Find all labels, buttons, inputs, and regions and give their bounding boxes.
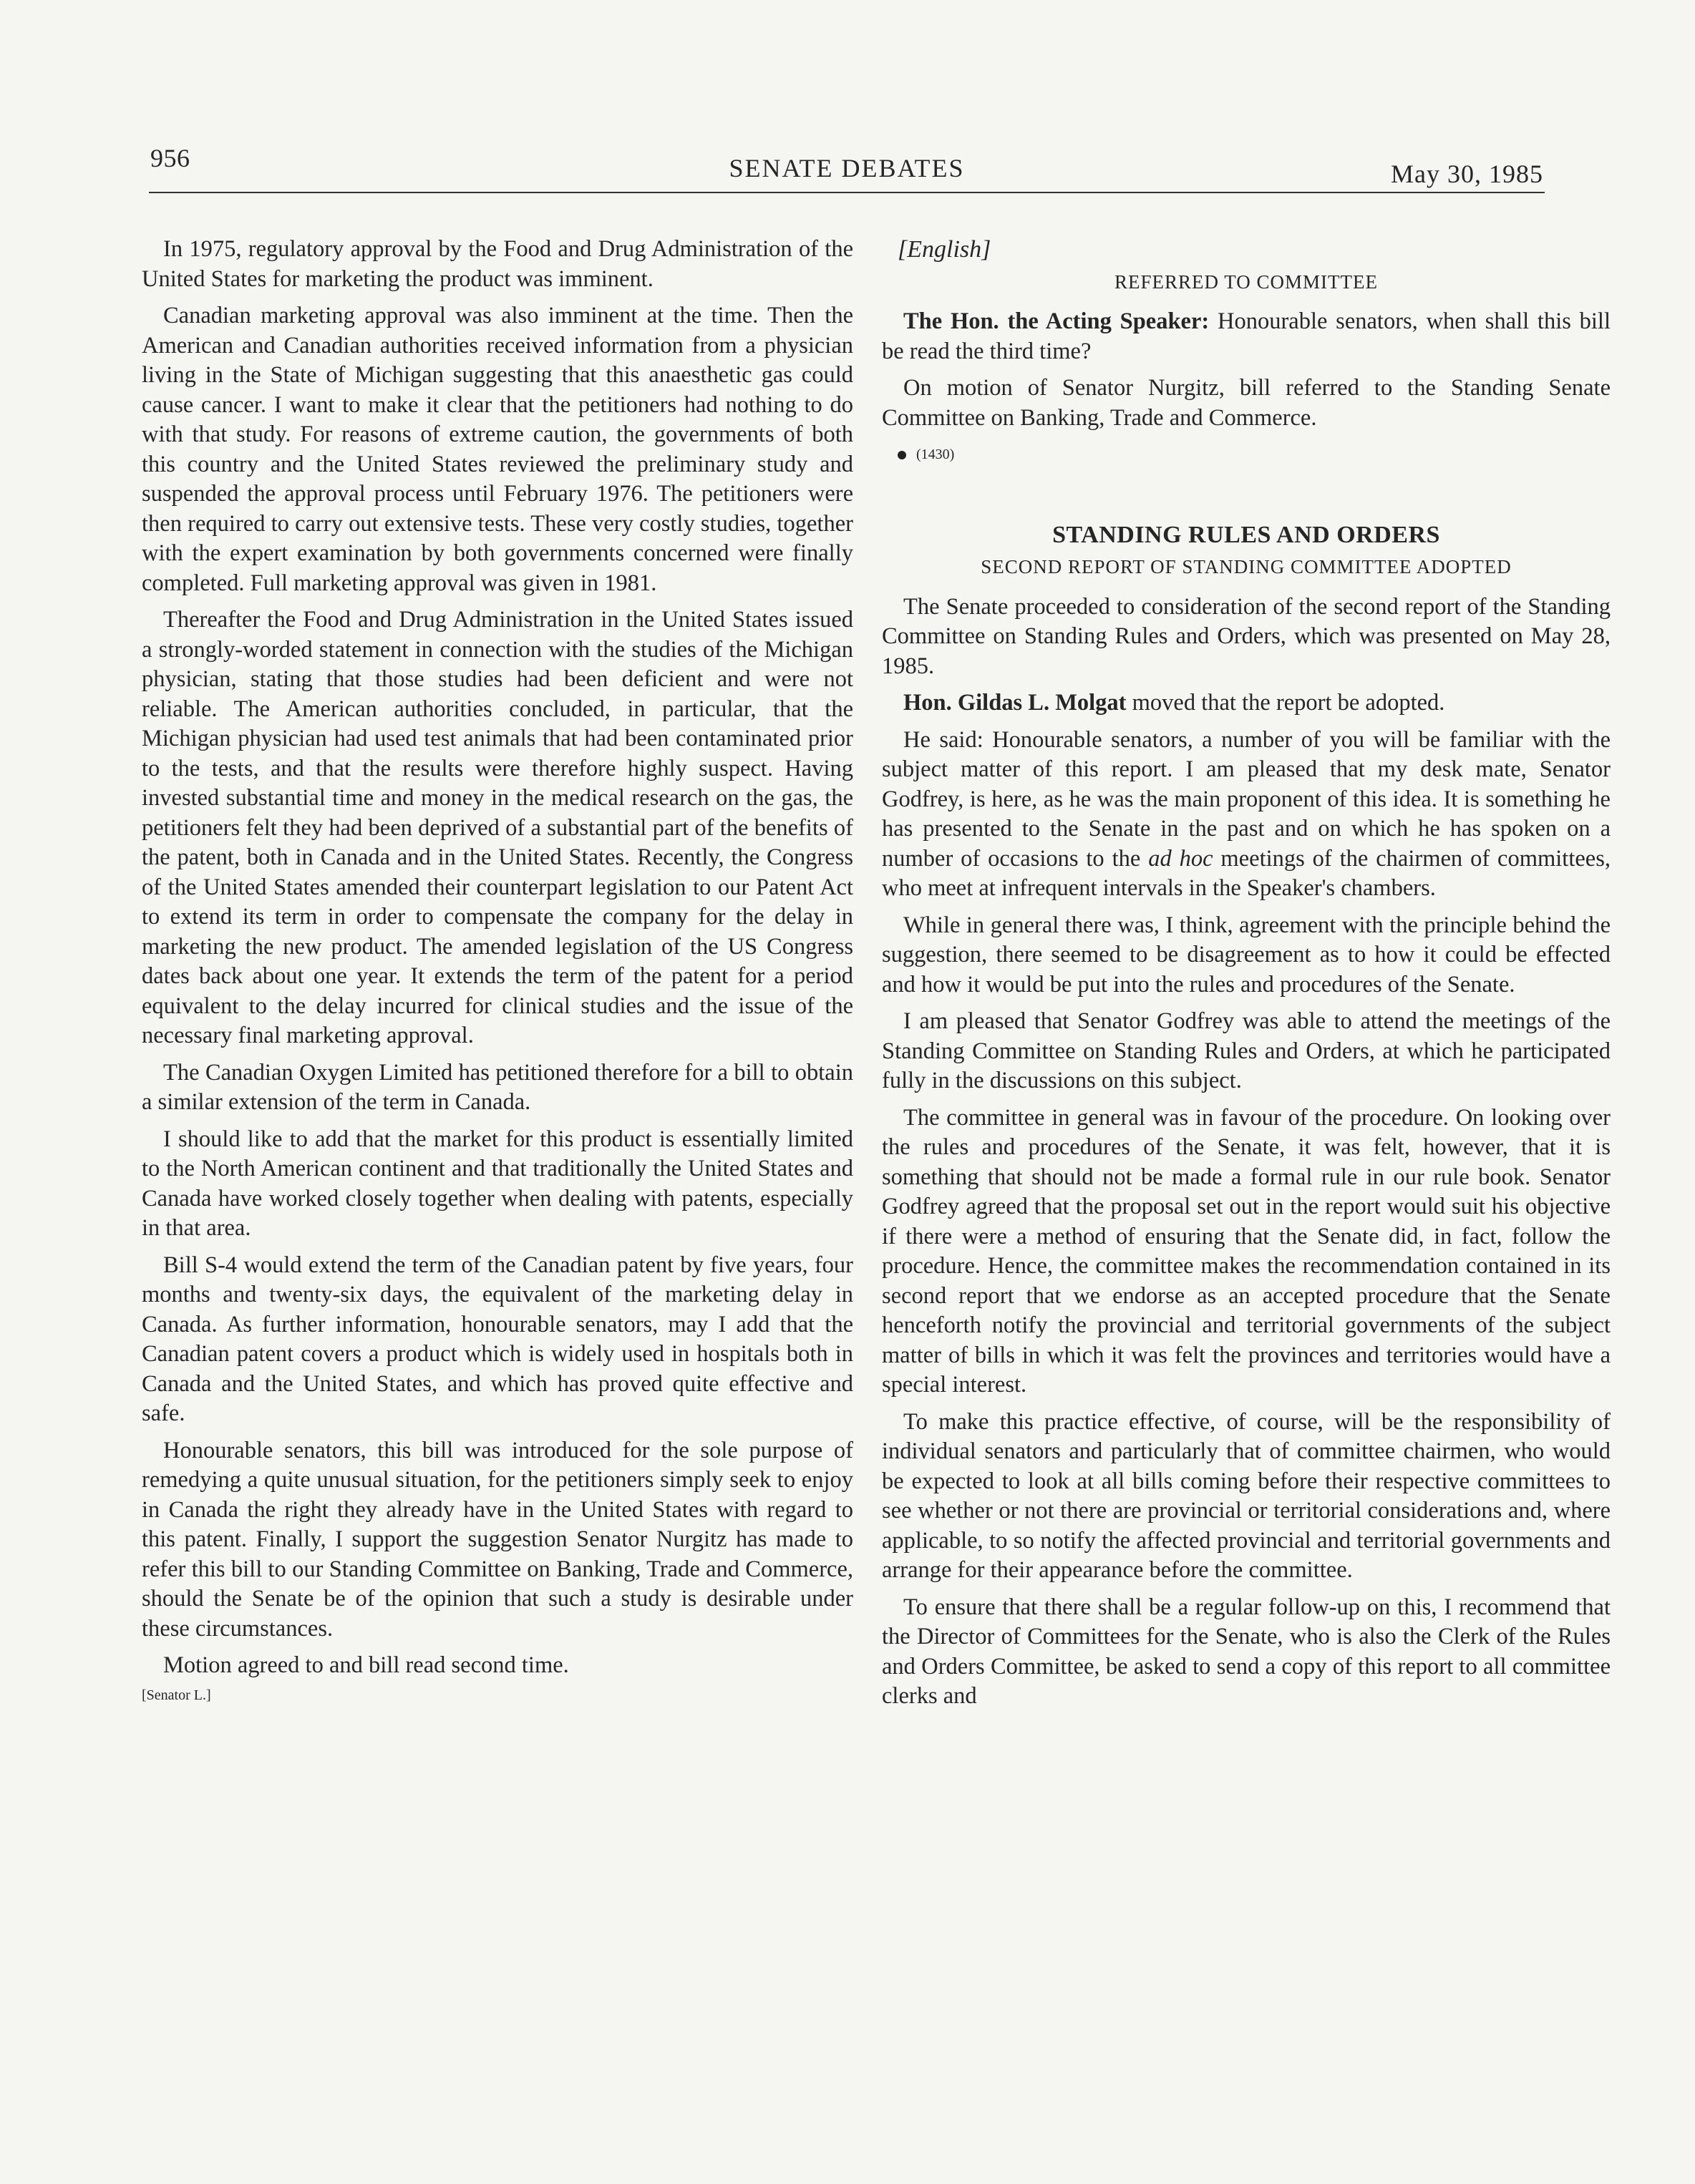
right-column: [882, 235, 1611, 1719]
page-header: [150, 143, 1543, 193]
speech-text: Honourable senators, when shall this bill be read the third time?: [882, 308, 1611, 364]
speech-text: meetings of the chairmen of committees, who meet at infrequent intervals in the Speaker's chambers.: [882, 845, 1611, 901]
speaker-name: Hon. Gildas L. Molgat: [903, 690, 1127, 716]
referred-heading: REFERRED TO COMMITTEE: [1114, 270, 1379, 293]
header-rule: [149, 192, 1545, 193]
paragraph: I should like to add that the market for this product is essentially limited to the North American continent and that traditionally the United States and Canada have worked closely together when dealing with patents, especially in that area.: [142, 1126, 853, 1241]
speech-text: He said: Honourable senators, a number of you will be familiar with the subject matter of this report. I am pleased that my desk mate, Senator Godfrey, is here, as he was the main proponent of this idea. It is something he has presented to the Senate in the past and on which he has spoken on a number of occasions to the: [882, 726, 1611, 872]
language-tag: [English]: [898, 236, 991, 263]
speech-text: moved that the report be adopted.: [1126, 690, 1445, 716]
paragraph: To ensure that there shall be a regular follow-up on this, I recommend that the Director of Committees for the Senate, who is also the Clerk of the Rules and Orders Committee, be asked to send a copy of this report to all committee clerks and: [882, 1594, 1611, 1709]
time-marker-text: (1430): [916, 447, 955, 462]
bullet-icon: [898, 451, 906, 459]
section-subheading: SECOND REPORT OF STANDING COMMITTEE ADOPTED: [981, 556, 1512, 577]
paragraph: [882, 688, 1611, 718]
speaker-footnote: [Senator L.]: [142, 1687, 211, 1703]
paragraph: While in general there was, I think, agreement with the principle behind the suggestion, there seemed to be disagreement as to how it could be effected and how it would be put into the rules and procedures of the Senate.: [882, 912, 1611, 998]
publication-title: SENATE DEBATES: [729, 154, 965, 182]
paragraph: In 1975, regulatory approval by the Food and Drug Administration of the United States for marketing the product was imminent.: [142, 236, 853, 292]
paragraph: The Canadian Oxygen Limited has petitioned therefore for a bill to obtain a similar extension of the term in Canada.: [142, 1059, 853, 1115]
paragraph: I am pleased that Senator Godfrey was able to attend the meetings of the Standing Committee on Standing Rules and Orders, at which he participated fully in the discussions on this subject.: [882, 1008, 1611, 1093]
paragraph: Motion agreed to and bill read second time.: [163, 1652, 569, 1678]
left-column: [142, 235, 853, 1717]
issue-date: May 30, 1985: [1391, 160, 1543, 188]
speaker-name: The Hon. the Acting Speaker:: [903, 308, 1210, 334]
paragraph: The committee in general was in favour of the procedure. On looking over the rules and procedures of the Senate, it was felt, however, that it is something that should not be made a formal rule in our rule book. Senator Godfrey agreed that the proposal set out in the report would suit his objective if there were a method of ensuring that the Senate did, in fact, follow the procedure. Hence, the committee makes the recommendation contained in its second report that we endorse as an accepted procedure that the Senate henceforth notify the provincial and territorial governments of the subject matter of bills in which it was felt the provinces and territories would have a special interest.: [882, 1104, 1611, 1398]
paragraph: The Senate proceeded to consideration of the second report of the Standing Committee on Standing Rules and Orders, which was presented on May 28, 1985.: [882, 593, 1611, 679]
paragraph: To make this practice effective, of course, will be the responsibility of individual senators and particularly that of committee chairmen, who would be expected to look at all bills coming before their respective committees to see whether or not there are provincial or territorial considerations and, where applicable, to so notify the affected provincial and territorial governments and arrange for their appearance before the committee.: [882, 1408, 1611, 1583]
paragraph: Canadian marketing approval was also imminent at the time. Then the American and Canadian authorities received information from a physician living in the State of Michigan suggesting that this anaesthetic gas could cause cancer. I want to make it clear that the petitioners had nothing to do with that study. For reasons of extreme caution, the governments of both this country and the United States reviewed the preliminary study and suspended the approval process until February 1976. The petitioners were then required to carry out extensive tests. These very costly studies, together with the expert examination by both governments concerned were finally completed. Full marketing approval was given in 1981.: [142, 303, 853, 596]
paragraph: Thereafter the Food and Drug Administration in the United States issued a strongly-worded statement in connection with the studies of the Michigan physician, stating that those studies had been deficient and were not reliable. The American authorities concluded, in particular, that the Michigan physician had used test animals that had been contaminated prior to the tests, and that the results were therefore highly suspect. Having invested substantial time and money in the medical research on the gas, the petitioners felt they had been deprived of a substantial part of the benefits of the patent, both in Canada and in the United States. Recently, the Congress of the United States amended their counterpart legislation to our Patent Act to extend its term in order to compensate the company for the delay in marketing the new product. The amended legislation of the US Congress dates back about one year. It extends the term of the patent for a period equivalent to the delay incurred for clinical studies and the issue of the necessary final marketing approval.: [142, 607, 853, 1048]
paragraph: Bill S-4 would extend the term of the Canadian patent by five years, four months and twenty-six days, the equivalent of the marketing delay in Canada. As further information, honourable senators, may I add that the Canadian patent covers a product which is widely used in hospitals both in Canada and the United States, and which has proved quite effective and safe.: [142, 1252, 853, 1426]
paragraph: [882, 307, 1611, 366]
paragraph: [882, 726, 1611, 904]
section-heading: STANDING RULES AND ORDERS: [1052, 521, 1440, 548]
paragraph: Honourable senators, this bill was introduced for the sole purpose of remedying a quite unusual situation, for the petitioners simply seek to enjoy in Canada the right they already have in the United States with regard to this patent. Finally, I support the suggestion Senator Nurgitz has made to refer this bill to our Standing Committee on Banking, Trade and Commerce, should the Senate be of the opinion that such a study is desirable under these circumstances.: [142, 1437, 853, 1642]
time-marker: [898, 440, 1611, 470]
paragraph: On motion of Senator Nurgitz, bill referred to the Standing Senate Committee on Banking, Trade and Commerce.: [882, 375, 1611, 431]
italic-term: ad hoc: [1148, 845, 1213, 872]
page-number: 956: [150, 144, 190, 172]
